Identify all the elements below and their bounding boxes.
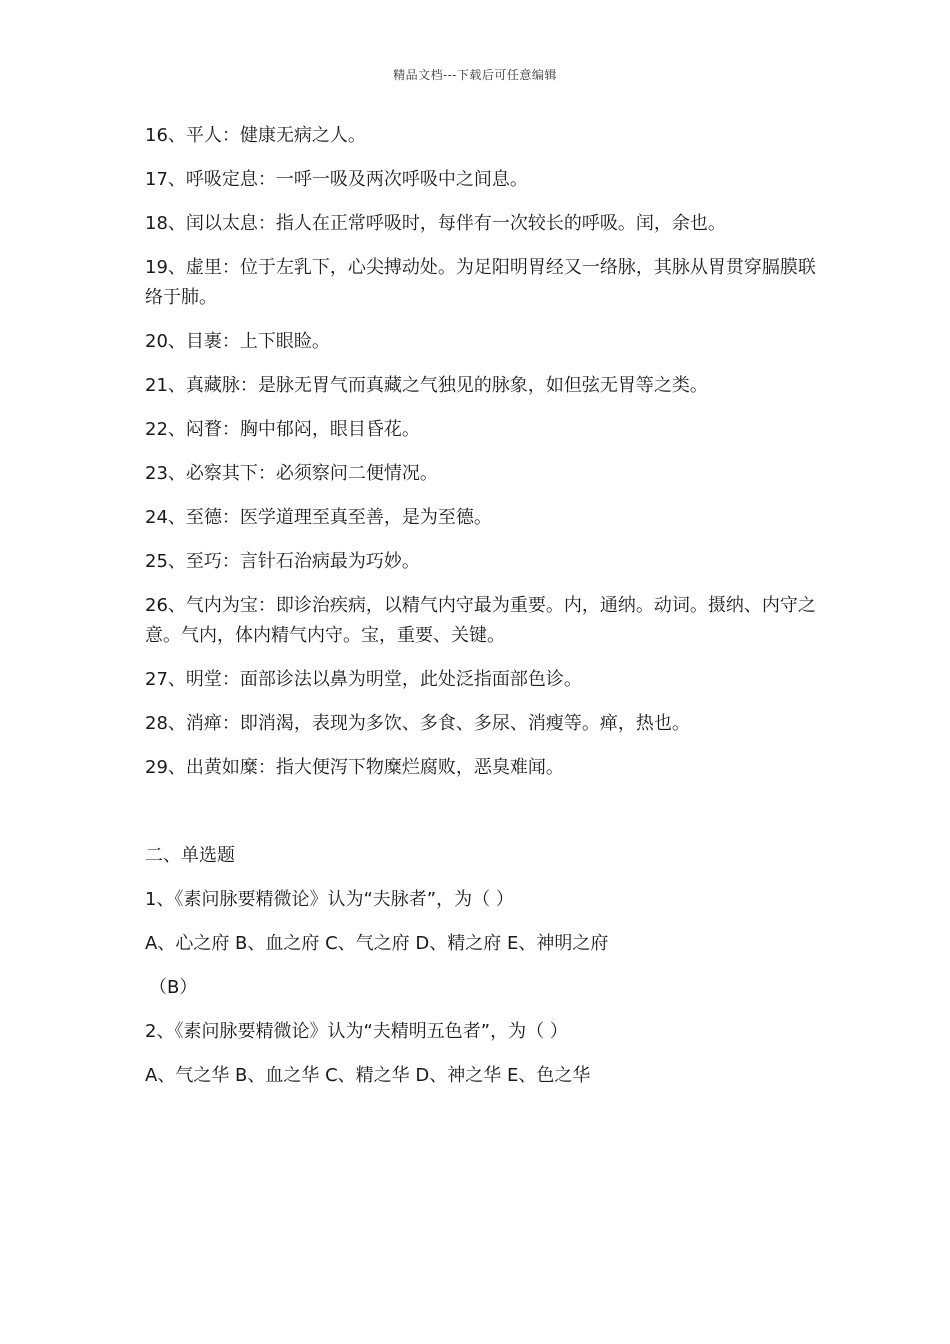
question-options: A、心之府 B、血之府 C、气之府 D、精之府 E、神明之府 xyxy=(145,933,609,954)
definition-item: 23、必察其下：必须察问二便情况。 xyxy=(145,463,438,484)
definition-item: 25、至巧：言针石治病最为巧妙。 xyxy=(145,551,420,572)
section-title: 二、单选题 xyxy=(145,845,235,866)
document-body xyxy=(145,121,825,1105)
definition-item: 22、闷瞀：胸中郁闷，眼目昏花。 xyxy=(145,419,420,440)
question-options: A、气之华 B、血之华 C、精之华 D、神之华 E、色之华 xyxy=(145,1065,591,1086)
definition-item: 29、出黄如糜：指大便泻下物糜烂腐败，恶臭难闻。 xyxy=(145,757,564,778)
definition-item: 17、呼吸定息：一呼一吸及两次呼吸中之间息。 xyxy=(145,169,528,190)
definition-item: 27、明堂：面部诊法以鼻为明堂，此处泛指面部色诊。 xyxy=(145,669,582,690)
definition-item: 28、消瘅：即消渴，表现为多饮、多食、多尿、消瘦等。瘅，热也。 xyxy=(145,713,690,734)
definition-item: 20、目裹：上下眼睑。 xyxy=(145,331,330,352)
definition-item: 19、虚里：位于左乳下，心尖搏动处。为足阳明胃经又一络脉，其脉从胃贯穿膈膜联络于肺。 xyxy=(145,257,816,308)
definition-item: 18、闰以太息：指人在正常呼吸时，每伴有一次较长的呼吸。闰，余也。 xyxy=(145,213,726,234)
question-text: 2、《素问脉要精微论》认为“夫精明五色者”，为（ ） xyxy=(145,1021,568,1042)
definition-item: 24、至德：医学道理至真至善，是为至德。 xyxy=(145,507,492,528)
definition-item: 21、真藏脉：是脉无胃气而真藏之气独见的脉象，如但弦无胃等之类。 xyxy=(145,375,708,396)
question-answer: （B） xyxy=(149,977,198,998)
definition-item: 16、平人：健康无病之人。 xyxy=(145,125,366,146)
question-text: 1、《素问脉要精微论》认为“夫脉者”，为（ ） xyxy=(145,889,514,910)
definition-item: 26、气内为宝：即诊治疾病，以精气内守最为重要。内，通纳。动词。摄纳、内守之意。气内，体内精气内守。宝，重要、关键。 xyxy=(145,595,816,646)
page-header: 精品文档---下载后可任意编辑 xyxy=(393,68,557,82)
section-spacer xyxy=(145,797,825,841)
